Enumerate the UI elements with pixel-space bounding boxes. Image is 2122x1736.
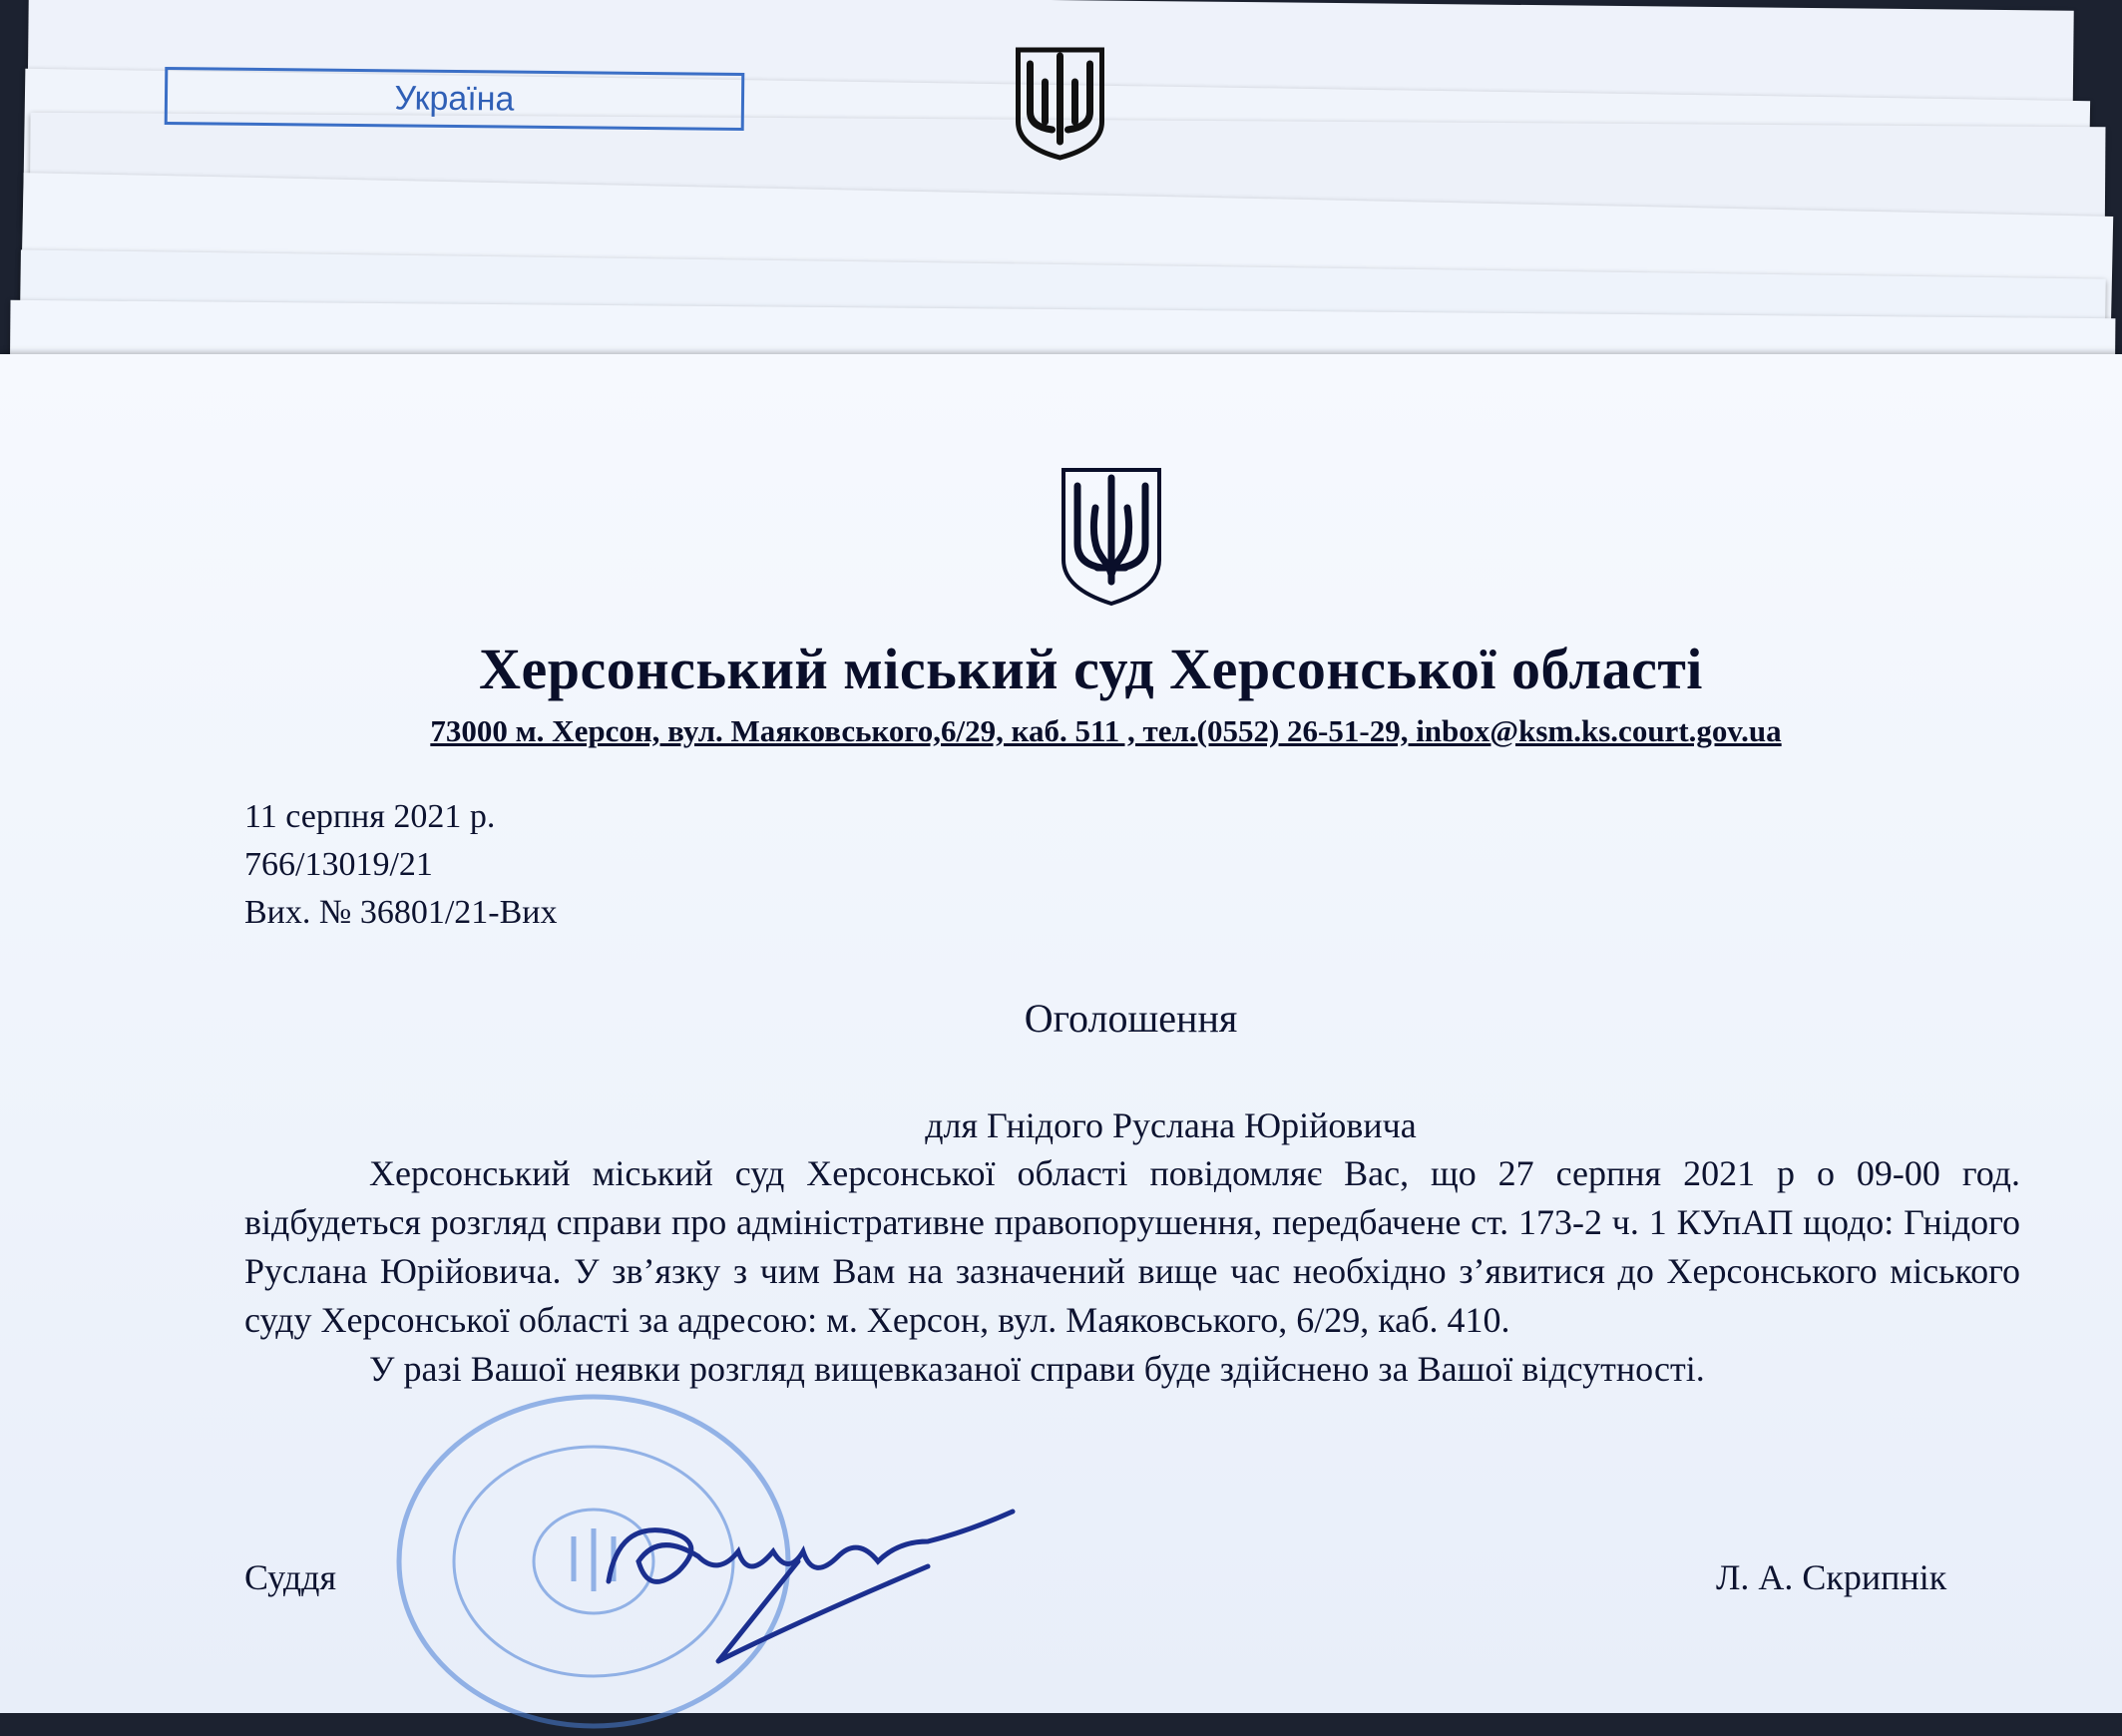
- body-paragraph: Херсонський міський суд Херсонської області повідомляє Вас, що 27 серпня 2021 р о 09-00 год. відбудеться розгляд справи про адміністративне правопорушення, передбачене ст. 173-2 ч. 1 КУпАП щодо: Гнідого Руслана Юрійовича. У зв’язку з чим Вам на зазначений вище час необхідно з’явитися до Херсонського міського суду Херсонської області за адресою: м. Херсон, вул. Маяковського, 6/29, каб. 410.: [244, 1153, 2020, 1340]
- body-paragraph: У разі Вашої неявки розгляд вищевказаної справи буде здійснено за Вашої відсутності.: [369, 1349, 1705, 1389]
- announcement-document: [0, 354, 2122, 1713]
- court-title: Херсонський міський суд Херсонської області: [479, 637, 1703, 701]
- case-number: 766/13019/21: [244, 846, 433, 883]
- stub-country-label: Україна: [165, 67, 745, 131]
- document-meta: [244, 793, 557, 937]
- addressee-line: для Гнідого Руслана Юрійовича: [925, 1105, 1417, 1145]
- court-address: 73000 м. Херсон, вул. Маяковського,6/29, каб. 511 , тел.(0552) 26-51-29, inbox@ksm.ks.court.gov.ua: [430, 713, 1782, 748]
- handwritten-signature: [599, 1502, 1018, 1671]
- judge-name: Л. А. Скрипнік: [1716, 1557, 1947, 1597]
- document-date: 11 серпня 2021 р.: [244, 798, 496, 835]
- trident-emblem-icon: [1008, 42, 1112, 162]
- judge-role-label: Суддя: [244, 1557, 337, 1597]
- announcement-body: [244, 1149, 2020, 1394]
- announcement-title: Оголошення: [1024, 996, 1238, 1041]
- trident-emblem-icon: [1058, 464, 1165, 609]
- outgoing-number: Вих. № 36801/21-Вих: [244, 894, 558, 931]
